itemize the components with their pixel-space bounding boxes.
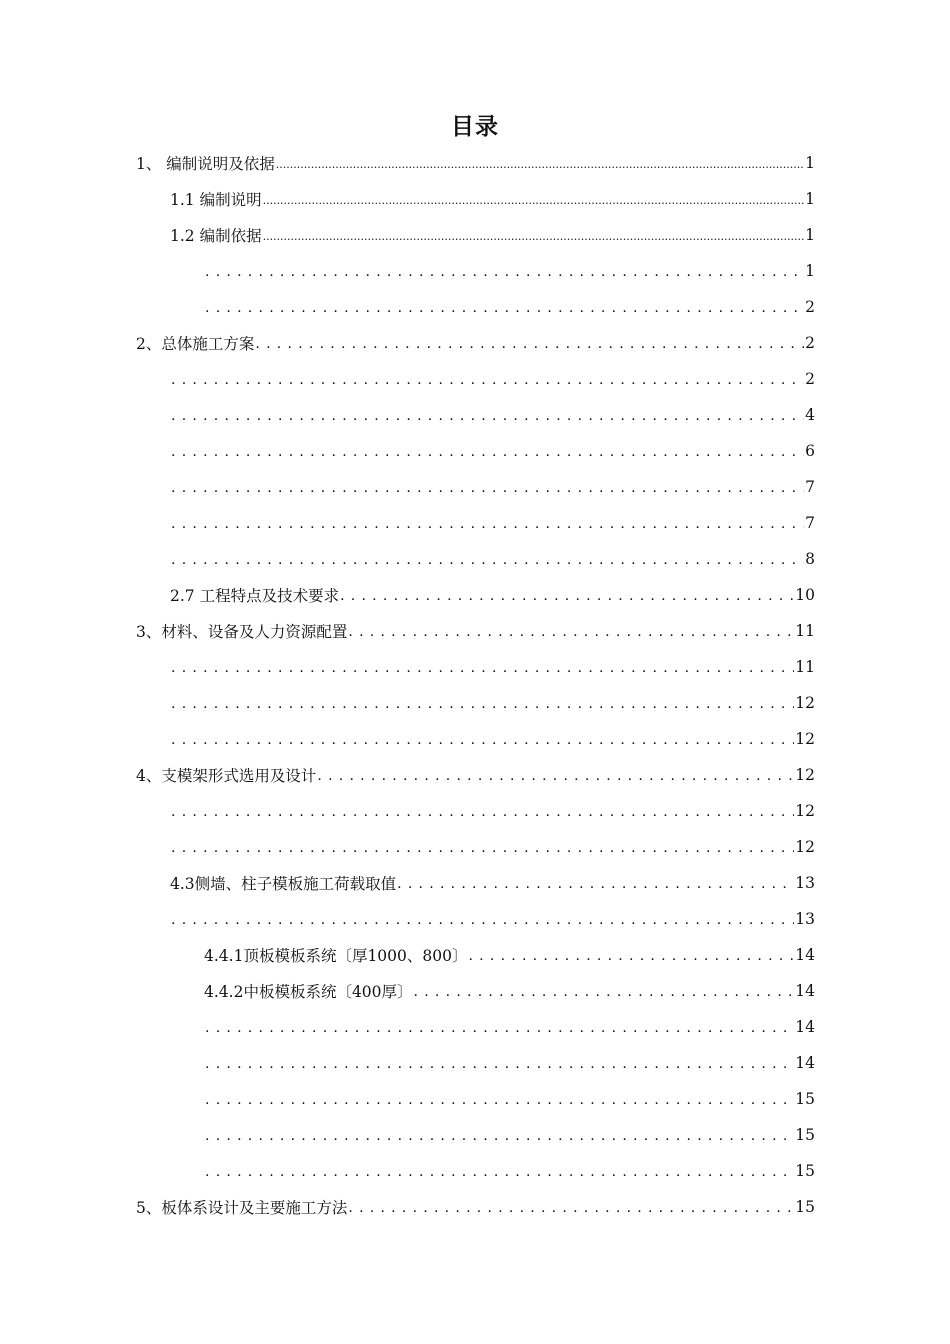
toc-leader: [276, 154, 804, 172]
toc-entry[interactable]: [204, 973, 815, 1009]
toc-page-number: 12: [795, 766, 815, 784]
toc-page-number: 11: [795, 658, 815, 676]
toc-page-number: 1: [805, 262, 815, 280]
toc-entry-label: 5、板体系设计及主要施工方法: [136, 1199, 348, 1217]
toc-leader: [171, 694, 794, 712]
toc-entry[interactable]: [136, 1189, 815, 1225]
toc-entry[interactable]: [170, 865, 815, 901]
toc-page-number: 15: [795, 1126, 815, 1144]
toc-page-number: 7: [805, 514, 815, 532]
toc-page-number: 14: [795, 946, 815, 964]
toc-leader: [171, 838, 794, 856]
toc-leader: [205, 298, 804, 316]
toc-leader: [263, 226, 805, 244]
toc-entry-label: 1.2 编制依据: [170, 227, 262, 245]
toc-entry[interactable]: [204, 1153, 815, 1189]
toc-entry[interactable]: [170, 685, 815, 721]
toc-entry-label: 4.4.2中板模板系统〔400厚〕: [204, 983, 413, 1001]
toc-leader: [205, 1162, 794, 1180]
toc-entry[interactable]: [170, 505, 815, 541]
toc-page-number: 1: [805, 190, 815, 208]
toc-entry[interactable]: [170, 181, 815, 217]
toc-entry[interactable]: [204, 253, 815, 289]
toc-leader: [348, 1198, 794, 1216]
toc-entry[interactable]: [170, 397, 815, 433]
toc-entry[interactable]: [204, 1045, 815, 1081]
toc-entry[interactable]: [170, 829, 815, 865]
toc-page-number: 6: [805, 442, 815, 460]
toc-leader: [171, 910, 794, 928]
toc-entry[interactable]: [136, 145, 815, 181]
toc-page-number: 15: [795, 1090, 815, 1108]
toc-leader: [171, 658, 794, 676]
toc-title: 目录: [451, 114, 499, 140]
toc-page-number: 7: [805, 478, 815, 496]
toc-entry[interactable]: [170, 361, 815, 397]
toc-entry[interactable]: [204, 1117, 815, 1153]
toc-entry-label: 4、支模架形式选用及设计: [136, 767, 317, 785]
toc-page-number: 8: [805, 550, 815, 568]
toc-entry[interactable]: [204, 289, 815, 325]
toc-entry[interactable]: [170, 649, 815, 685]
toc-entry-label: 1.1 编制说明: [170, 191, 262, 209]
toc-leader: [263, 190, 805, 208]
toc-entry[interactable]: [136, 613, 815, 649]
toc-entry[interactable]: [204, 1081, 815, 1117]
toc-page-number: 14: [795, 1054, 815, 1072]
toc-entry-label: 2、总体施工方案: [136, 335, 255, 353]
toc-entry[interactable]: [136, 325, 815, 361]
toc-leader: [205, 262, 804, 280]
toc-leader: [205, 1090, 794, 1108]
toc-page-number: 12: [795, 694, 815, 712]
toc-leader: [255, 334, 804, 352]
toc-page-number: 14: [795, 982, 815, 1000]
toc-leader: [171, 802, 794, 820]
toc-leader: [205, 1126, 794, 1144]
toc-leader: [397, 874, 794, 892]
toc-entry[interactable]: [204, 937, 815, 973]
toc-leader: [340, 586, 794, 604]
toc-entry-label: 1、 编制说明及依据: [136, 155, 275, 173]
toc-page-number: 4: [805, 406, 815, 424]
toc-page-number: 12: [795, 730, 815, 748]
toc-leader: [205, 1018, 794, 1036]
toc-entry[interactable]: [204, 1009, 815, 1045]
toc-leader: [348, 622, 794, 640]
toc-entry[interactable]: [170, 721, 815, 757]
toc-entry-label: 4.4.1顶板模板系统〔厚1000、800〕: [204, 947, 468, 965]
toc-entry[interactable]: [170, 541, 815, 577]
toc-entry[interactable]: [170, 217, 815, 253]
toc-entry[interactable]: [170, 577, 815, 613]
toc-page-number: 10: [795, 586, 815, 604]
toc-page-number: 14: [795, 1018, 815, 1036]
toc-leader: [171, 406, 804, 424]
toc-leader: [317, 766, 794, 784]
toc-entry[interactable]: [170, 469, 815, 505]
toc-page-number: 15: [795, 1162, 815, 1180]
toc-leader: [171, 550, 804, 568]
toc-leader: [171, 514, 804, 532]
toc-page-number: 12: [795, 802, 815, 820]
toc-leader: [171, 730, 794, 748]
toc-leader: [171, 478, 804, 496]
toc-page-number: 2: [805, 334, 815, 352]
toc-page-number: 2: [805, 298, 815, 316]
toc-leader: [171, 370, 804, 388]
toc-entry[interactable]: [136, 757, 815, 793]
toc-page-number: 12: [795, 838, 815, 856]
toc-entry-label: 4.3侧墙、柱子模板施工荷载取值: [170, 875, 397, 893]
toc-leader: [171, 442, 804, 460]
toc-page-number: 11: [795, 622, 815, 640]
toc-entry-label: 2.7 工程特点及技术要求: [170, 587, 340, 605]
toc-page-number: 13: [795, 910, 815, 928]
toc-leader: [468, 946, 794, 964]
toc-entry-label: 3、材料、设备及人力资源配置: [136, 623, 348, 641]
toc-page-number: 13: [795, 874, 815, 892]
toc-entry[interactable]: [170, 433, 815, 469]
toc-page-number: 1: [805, 154, 815, 172]
toc-page-number: 2: [805, 370, 815, 388]
toc-page-number: 1: [805, 226, 815, 244]
toc-page-number: 15: [795, 1198, 815, 1216]
toc-entry[interactable]: [170, 901, 815, 937]
toc-leader: [205, 1054, 794, 1072]
toc-entry[interactable]: [170, 793, 815, 829]
toc-leader: [414, 982, 795, 1000]
